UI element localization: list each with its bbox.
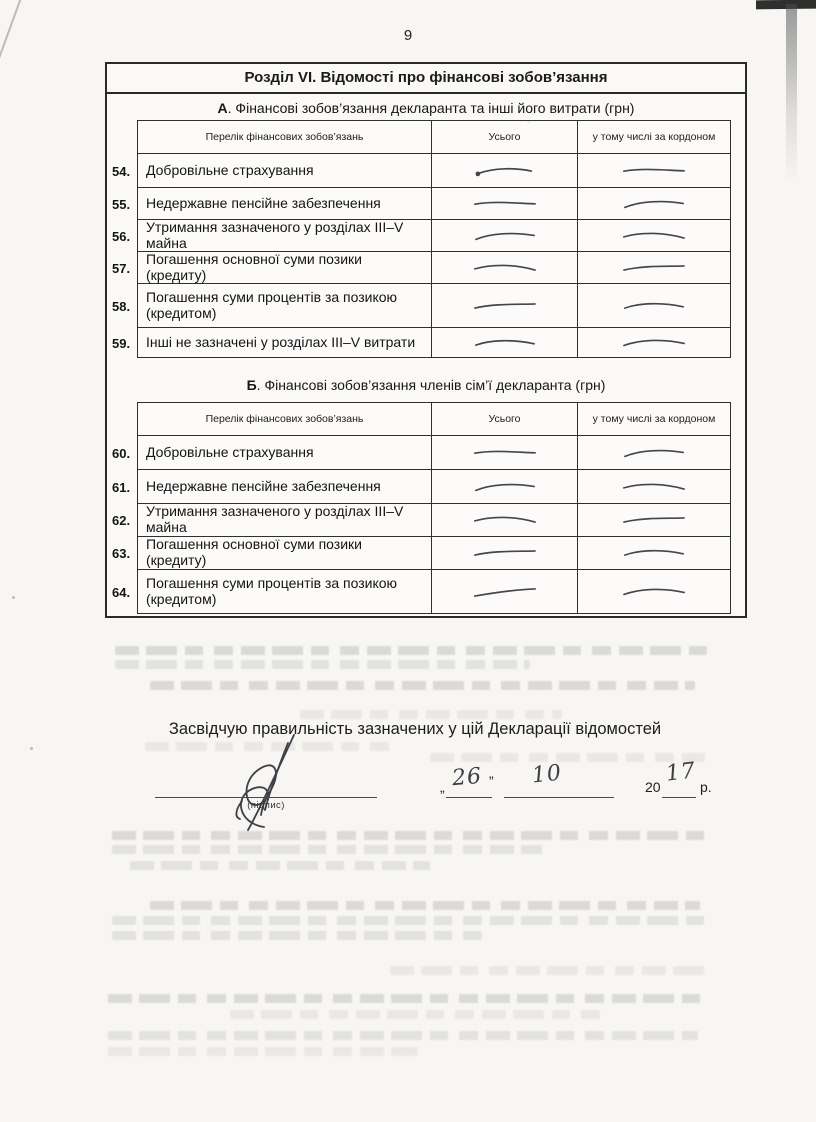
family-obligations-table — [109, 402, 731, 614]
column-header: у тому числі за кордоном — [578, 120, 731, 154]
row-number: 59. — [112, 335, 131, 351]
bleed-through-line — [130, 861, 430, 870]
handwritten-dash — [470, 196, 538, 212]
attestation-statement: Засвідчую правильність зазначених у цій Декларації відомостей — [168, 720, 662, 738]
bleed-through-line — [115, 646, 707, 655]
handwritten-dash — [470, 445, 538, 461]
abroad-amount-cell[interactable] — [578, 328, 731, 358]
date-month-handwritten: 10 — [530, 760, 564, 789]
handwritten-dash — [620, 335, 688, 350]
handwritten-dash — [470, 259, 538, 275]
date-month-line[interactable] — [504, 797, 614, 798]
date-year-handwritten: 17 — [664, 758, 698, 787]
obligation-label: Погашення суми процентів за позикою (кредитом) — [137, 570, 432, 614]
obligation-label: Погашення суми процентів за позикою (кредитом) — [137, 284, 432, 328]
row-number: 56. — [112, 228, 131, 244]
obligation-label: Добровільне страхування — [137, 436, 432, 470]
total-amount-cell[interactable] — [432, 537, 578, 570]
obligation-label: Утримання зазначеного у розділах III–V майна — [137, 504, 432, 537]
row-number: 57. — [112, 260, 131, 276]
row-number: 60. — [112, 445, 131, 461]
handwritten-dash — [620, 227, 688, 243]
date-open-quote: „ — [440, 779, 445, 795]
bleed-through-line — [390, 966, 705, 975]
handwritten-dash — [620, 163, 688, 179]
bleed-through-line — [150, 901, 700, 910]
row-number: 61. — [112, 479, 131, 495]
total-amount-cell[interactable] — [432, 188, 578, 220]
column-header: Усього — [432, 120, 578, 154]
abroad-amount-cell[interactable] — [578, 284, 731, 328]
total-amount-cell[interactable] — [432, 220, 578, 252]
page-number: 9 — [403, 27, 413, 44]
handwritten-dash — [620, 584, 688, 599]
handwritten-dash — [470, 162, 538, 178]
bleed-through-line — [112, 916, 712, 925]
bleed-through-line — [108, 1031, 698, 1040]
handwritten-dash — [470, 335, 538, 351]
abroad-amount-cell[interactable] — [578, 252, 731, 284]
total-amount-cell[interactable] — [432, 328, 578, 358]
part-b-heading — [107, 377, 745, 393]
date-year-line[interactable] — [662, 797, 696, 798]
date-year-prefix: 20 — [645, 779, 661, 795]
total-amount-cell[interactable] — [432, 570, 578, 614]
row-number: 55. — [112, 196, 131, 212]
bleed-through-line — [112, 845, 542, 854]
part-a-heading — [107, 100, 745, 116]
total-amount-cell[interactable] — [432, 470, 578, 504]
total-amount-cell[interactable] — [432, 436, 578, 470]
obligation-label: Добровільне страхування — [137, 154, 432, 188]
part-a-heading-text: . Фінансові зобов’язання декларанта та інші його витрати (грн) — [227, 100, 635, 116]
obligation-label: Інші не зазначені у розділах III–V витрати — [137, 328, 432, 358]
column-header: Усього — [432, 402, 578, 436]
handwritten-dash — [470, 297, 538, 313]
section-vi-box — [105, 62, 747, 618]
row-number: 63. — [112, 546, 131, 561]
abroad-amount-cell[interactable] — [578, 570, 731, 614]
row-number-spacer — [109, 120, 137, 154]
handwritten-dash — [620, 545, 688, 561]
total-amount-cell[interactable] — [432, 284, 578, 328]
bleed-through-line — [300, 710, 562, 719]
bleed-through-line — [230, 1010, 600, 1019]
ink-speck — [30, 747, 33, 750]
abroad-amount-cell[interactable] — [578, 188, 731, 220]
date-day-handwritten: 26 — [450, 763, 484, 792]
bleed-through-line — [112, 931, 482, 940]
abroad-amount-cell[interactable] — [578, 537, 731, 570]
handwritten-dash — [470, 512, 538, 528]
abroad-amount-cell[interactable] — [578, 470, 731, 504]
bleed-through-line — [108, 994, 708, 1003]
part-a-letter: А — [217, 100, 228, 116]
handwritten-dash — [620, 298, 688, 314]
row-number: 62. — [112, 513, 131, 528]
date-year-suffix: р. — [700, 779, 712, 795]
handwritten-dash — [620, 445, 688, 460]
handwritten-dash — [620, 512, 688, 528]
declarant-obligations-table — [109, 120, 731, 358]
row-number-spacer — [109, 402, 137, 436]
obligation-label: Погашення основної суми позики (кредиту) — [137, 537, 432, 570]
abroad-amount-cell[interactable] — [578, 504, 731, 537]
column-header: Перелік фінансових зобов’язань — [137, 120, 432, 154]
handwritten-dash — [470, 228, 538, 243]
bleed-through-line — [430, 753, 705, 762]
handwritten-dash — [470, 545, 538, 561]
bleed-through-line — [112, 831, 715, 840]
total-amount-cell[interactable] — [432, 504, 578, 537]
obligation-label: Погашення основної суми позики (кредиту) — [137, 252, 432, 284]
signature-scribble — [228, 731, 306, 833]
date-close-quote: ” — [489, 773, 494, 789]
row-number: 54. — [112, 163, 131, 179]
abroad-amount-cell[interactable] — [578, 220, 731, 252]
total-amount-cell[interactable] — [432, 252, 578, 284]
handwritten-dash — [620, 478, 688, 494]
signature-caption: (підпис) — [247, 800, 285, 811]
part-b-letter: Б — [246, 377, 257, 393]
abroad-amount-cell[interactable] — [578, 436, 731, 470]
total-amount-cell[interactable] — [432, 154, 578, 188]
column-header: Перелік фінансових зобов’язань — [137, 402, 432, 436]
abroad-amount-cell[interactable] — [578, 154, 731, 188]
handwritten-dash — [620, 259, 688, 275]
section-title: Розділ VI. Відомості про фінансові зобов’язання — [107, 64, 745, 94]
ink-speck — [12, 596, 15, 599]
bleed-through-line — [115, 660, 530, 669]
obligation-label: Недержавне пенсійне забезпечення — [137, 470, 432, 504]
obligation-label: Недержавне пенсійне забезпечення — [137, 188, 432, 220]
part-b-heading-text: . Фінансові зобов’язання членів сім’ї декларанта (грн) — [256, 377, 606, 393]
row-number: 64. — [112, 584, 131, 600]
bleed-through-line — [150, 681, 695, 690]
column-header: у тому числі за кордоном — [578, 402, 731, 436]
row-number: 58. — [112, 298, 131, 314]
handwritten-dash — [470, 479, 538, 494]
handwritten-dash — [620, 196, 688, 211]
obligation-label: Утримання зазначеного у розділах III–V майна — [137, 220, 432, 252]
handwritten-dash — [470, 584, 538, 600]
date-day-line[interactable] — [446, 797, 492, 798]
bleed-through-line — [108, 1047, 418, 1056]
signature-line[interactable] — [155, 797, 377, 798]
